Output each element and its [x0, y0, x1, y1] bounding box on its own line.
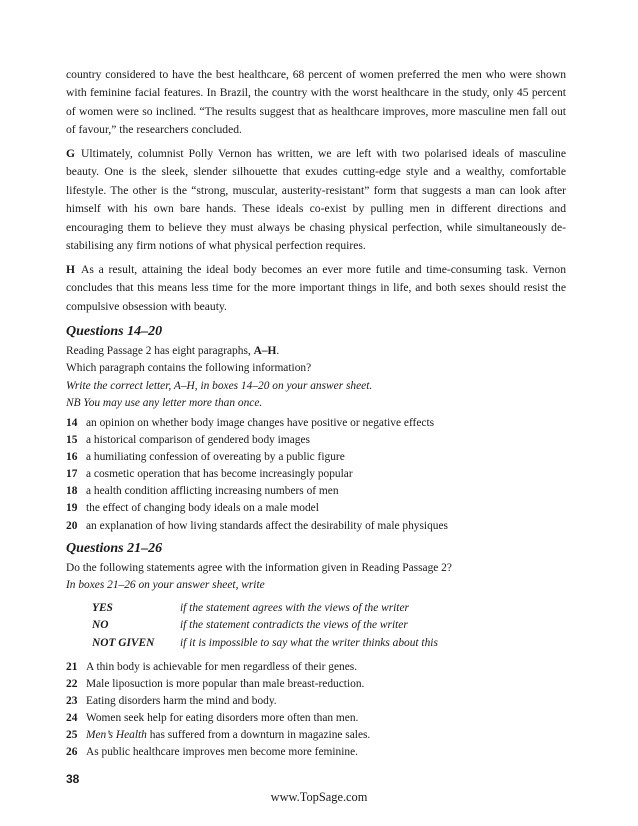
answer-key-row: NOT GIVEN if it is impossible to say what the writer thinks about this	[92, 636, 438, 649]
question-item: 26 As public healthcare improves men become more feminine.	[66, 746, 359, 759]
paragraph-letter: H	[66, 263, 76, 276]
paragraph-g	[66, 145, 566, 255]
question-item: 20 an explanation of how living standards affect the desirability of male physiques	[66, 519, 448, 532]
question-item: 15 a historical comparison of gendered body images	[66, 434, 310, 447]
question-item: 17 a cosmetic operation that has become increasingly popular	[66, 468, 353, 481]
question-item: 24 Women seek help for eating disorders more often than men.	[66, 712, 359, 725]
instruction-line: Do the following statements agree with the information given in Reading Passage 2?	[66, 562, 452, 574]
page-number: 38	[66, 772, 80, 786]
question-item: 16 a humiliating confession of overeating by a public figure	[66, 451, 345, 464]
instruction-line-italic: Write the correct letter, A–H, in boxes 14–20 on your answer sheet.	[66, 379, 373, 392]
instruction-line-italic: In boxes 21–26 on your answer sheet, write	[66, 579, 265, 592]
questions-21-26-heading: Questions 21–26	[66, 541, 163, 556]
questions-21-26-list	[66, 659, 586, 762]
answer-key-table	[92, 600, 438, 652]
instruction-line: Which paragraph contains the following information?	[66, 362, 312, 375]
answer-key-row: YES if the statement agrees with the views of the writer	[92, 602, 409, 614]
question-item: 19 the effect of changing body ideals on a male model	[66, 502, 319, 515]
paragraph-letter: G	[66, 147, 76, 160]
paragraph-h	[66, 261, 566, 316]
paragraph-text: Ultimately, columnist Polly Vernon has written, we are left with two polarised ideals of masculine beauty. One is the sleek, slender silhouette that exudes cutting-edge style and a wealthy, comfortable lifestyle. The other is the “strong, muscular, austerity-resistant” form that suggests a man can look after himself with his own bare hands. These ideals co-exist by pulling men in different directions and encouraging them to believe they must always be chasing physical perfection, while simultaneously de-stabilising any firm notions of what physical perfection requires.	[66, 147, 566, 253]
question-item: 23 Eating disorders harm the mind and body.	[66, 695, 277, 708]
question-item: 22 Male liposuction is more popular than male breast-reduction.	[66, 678, 365, 691]
questions-14-20-heading: Questions 14–20	[66, 324, 163, 339]
paragraph-text: As a result, attaining the ideal body becomes an ever more futile and time-consuming task. Vernon concludes that this means less time for the more important things in life, and both sexes should resist the compulsive obsession with beauty.	[66, 263, 566, 313]
question-item: 21 A thin body is achievable for men regardless of their genes.	[66, 661, 358, 673]
questions-14-20-list	[66, 415, 586, 535]
question-item: 18 a health condition afflicting increasing numbers of men	[66, 485, 339, 498]
instruction-line: Reading Passage 2 has eight paragraphs, A–H.	[66, 345, 280, 357]
instruction-line-italic: NB You may use any letter more than once.	[66, 396, 263, 409]
questions-14-20-instructions	[66, 343, 566, 412]
question-item: 25 Men’s Health has suffered from a downturn in magazine sales.	[66, 729, 371, 742]
answer-key-row: NO if the statement contradicts the views of the writer	[92, 619, 408, 632]
footer-url: www.TopSage.com	[270, 790, 368, 804]
questions-21-26-instructions	[66, 560, 566, 595]
question-item: 14 an opinion on whether body image changes have positive or negative effects	[66, 417, 435, 429]
paragraph-f-continued: country considered to have the best healthcare, 68 percent of women preferred the men who were shown with feminine facial features. In Brazil, the country with the worst healthcare in the study, only 45 percent of women were so inclined. “The results suggest that as healthcare improves, more masculine men fall out of favour,” the researchers concluded.	[66, 68, 566, 137]
